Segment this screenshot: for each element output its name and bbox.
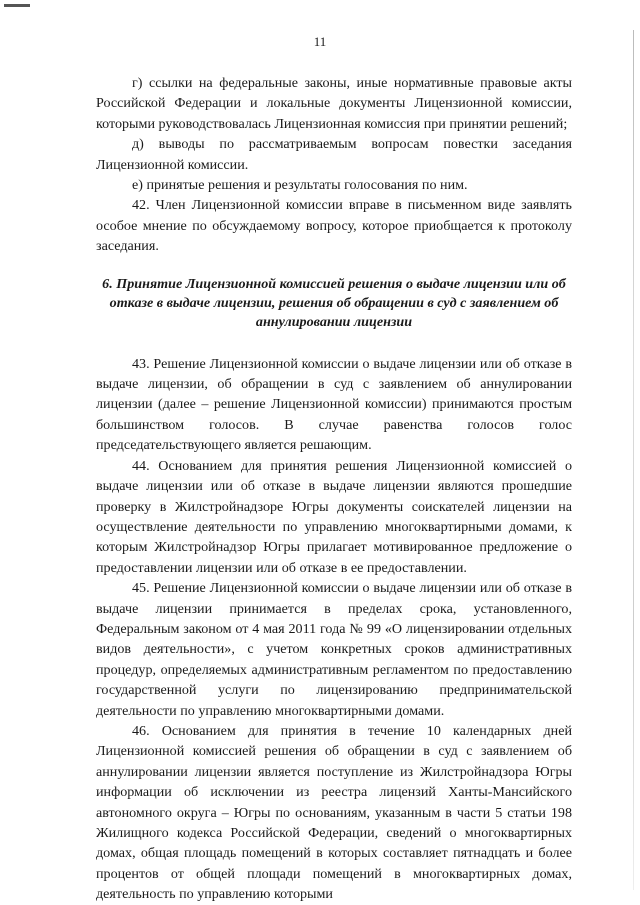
page-number: 11 — [313, 34, 327, 49]
paragraph-43: 43. Решение Лицензионной комиссии о выдаче лицензии или об отказе в выдаче лицензии, об обращении в суд с заявлением об аннулировании лицензии (далее – решение Лицензионной комиссии) принимаются простым большинством голосов. В случае равенства голосов голос председательствующего является решающим. — [96, 355, 572, 454]
paragraph-e: е) принятые решения и результаты голосования по ним. — [132, 177, 468, 194]
document-body — [96, 73, 572, 905]
paragraph-d: д) выводы по рассматриваемым вопросам повестки заседания Лицензионной комиссии. — [96, 136, 572, 173]
section-heading: 6. Принятие Лицензионной комиссией решения о выдаче лицензии или об отказе в выдаче лицензии, решения об обращении в суд с заявлением об аннулировании лицензии — [102, 275, 566, 330]
paragraph-g: г) ссылки на федеральные законы, иные нормативные правовые акты Российской Федерации и локальные документы Лицензионной комиссии, которыми руководствовалась Лицензионная комиссия при принятии решений; — [96, 75, 572, 132]
paragraph-45: 45. Решение Лицензионной комиссии о выдаче лицензии или об отказе в выдаче лицензии принимается в пределах срока, установленного, Федеральным законом от 4 мая 2011 года № 99 «О лицензировании отдельных видов деятельности», с учетом конкретных сроков административных процедур, определяемых административным регламентом по предоставлению государственной услуги по лицензированию предпринимательской деятельности по управлению многоквартирными домами. — [96, 580, 572, 719]
paragraph-44: 44. Основанием для принятия решения Лицензионной комиссией о выдаче лицензии или об отказе в выдаче лицензии являются прошедшие проверку в Жилстройнадзоре Югры документы соискателей лицензии на осуществление деятельности по управлению многоквартирными домами, к которым Жилстройнадзор Югры прилагает мотивированное предложение о предоставлении лицензии или об отказе в ее предоставлении. — [96, 457, 572, 576]
scan-artifact-mark — [4, 4, 30, 7]
paragraph-46: 46. Основанием для принятия в течение 10 календарных дней Лицензионной комиссией решения об обращении в суд с заявлением об аннулировании лицензии является поступление из Жилстройнадзора Югры информации об исключении из реестра лицензий Ханты-Мансийского автономного округа – Югры по основаниям, указанным в части 5 статьи 198 Жилищного кодекса Российской Федерации, сведений о многоквартирных домах, общая площадь помещений в которых составляет пятнадцать и более процентов от общей площади помещений в многоквартирных домах, деятельность по управлению которыми — [96, 722, 572, 903]
scan-edge-shadow — [633, 30, 634, 890]
paragraph-42: 42. Член Лицензионной комиссии вправе в письменном виде заявлять особое мнение по обсуждаемому вопросу, которое приобщается к протоколу заседания. — [96, 197, 572, 255]
